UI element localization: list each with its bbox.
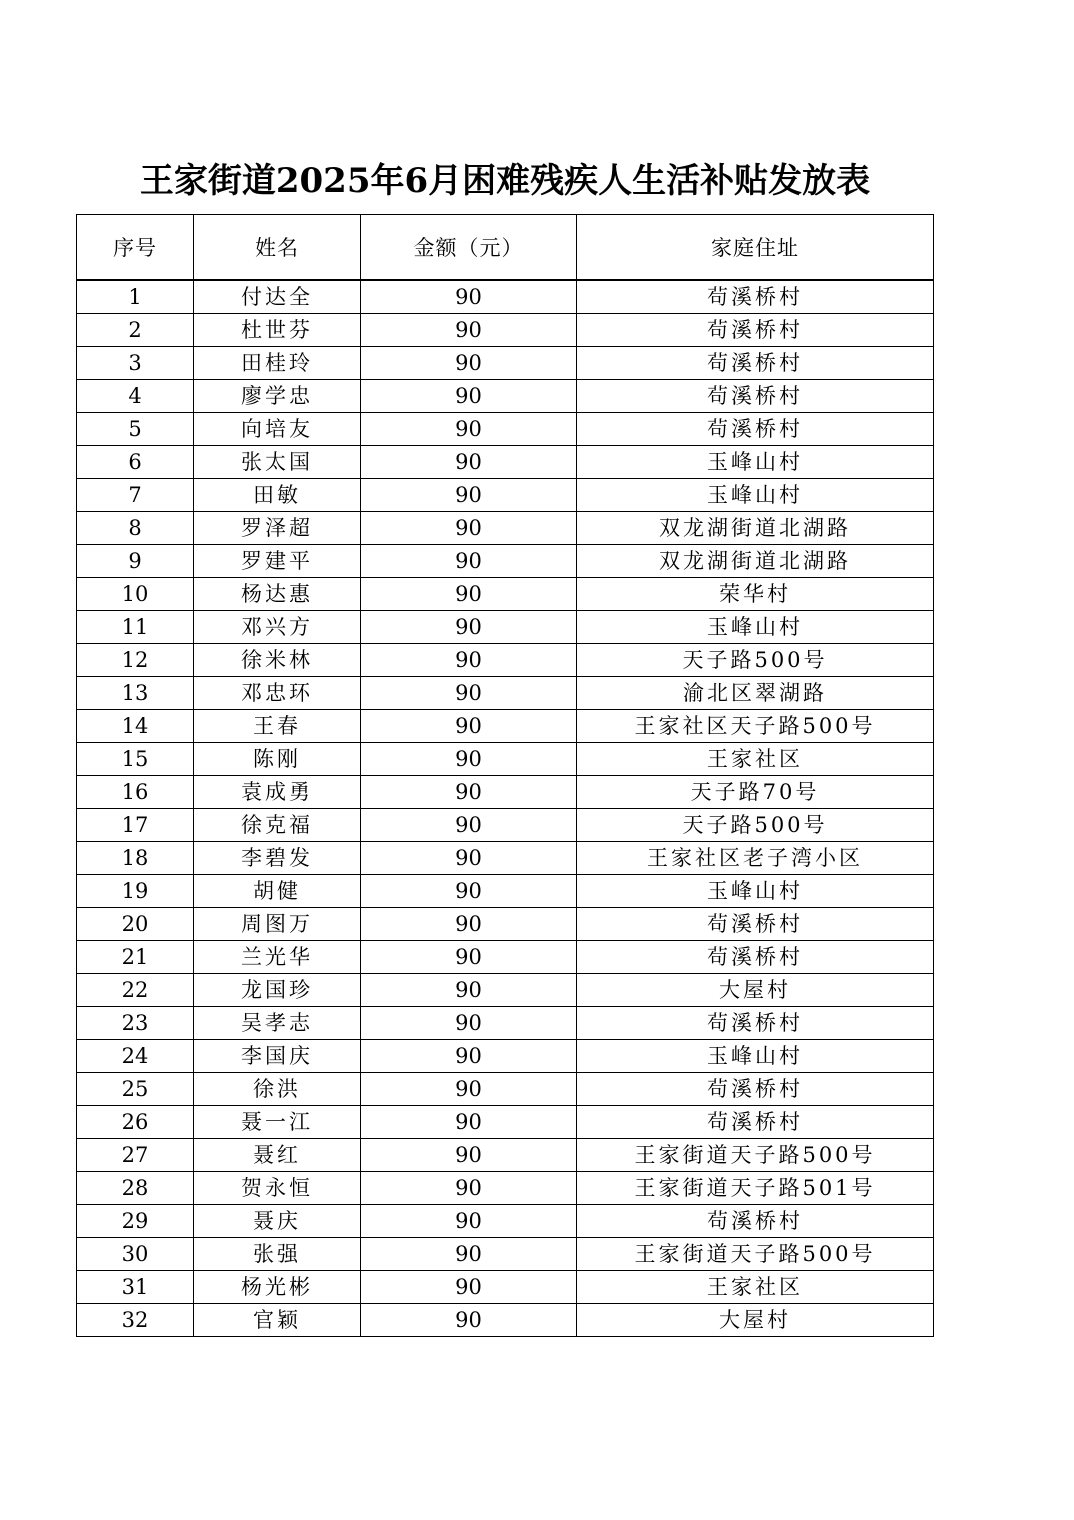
table-header-row bbox=[77, 215, 934, 281]
table-row bbox=[77, 677, 934, 710]
cell-amount: 90 bbox=[361, 1172, 577, 1205]
cell-amount: 90 bbox=[361, 1007, 577, 1040]
cell-name: 徐米林 bbox=[194, 644, 361, 677]
cell-name: 官颖 bbox=[194, 1304, 361, 1337]
cell-name: 向培友 bbox=[194, 413, 361, 446]
cell-index: 19 bbox=[77, 875, 194, 908]
cell-amount: 90 bbox=[361, 512, 577, 545]
table-row bbox=[77, 578, 934, 611]
cell-amount: 90 bbox=[361, 380, 577, 413]
cell-index: 11 bbox=[77, 611, 194, 644]
cell-amount: 90 bbox=[361, 644, 577, 677]
cell-address: 茍溪桥村 bbox=[577, 314, 934, 347]
cell-amount: 90 bbox=[361, 941, 577, 974]
cell-address: 茍溪桥村 bbox=[577, 413, 934, 446]
cell-address: 玉峰山村 bbox=[577, 479, 934, 512]
cell-address: 茍溪桥村 bbox=[577, 347, 934, 380]
cell-amount: 90 bbox=[361, 842, 577, 875]
cell-name: 罗建平 bbox=[194, 545, 361, 578]
table-row bbox=[77, 908, 934, 941]
header-index: 序号 bbox=[77, 215, 194, 281]
cell-index: 12 bbox=[77, 644, 194, 677]
cell-name: 袁成勇 bbox=[194, 776, 361, 809]
cell-index: 24 bbox=[77, 1040, 194, 1073]
cell-index: 8 bbox=[77, 512, 194, 545]
cell-address: 王家街道天子路501号 bbox=[577, 1172, 934, 1205]
cell-index: 2 bbox=[77, 314, 194, 347]
cell-name: 聂庆 bbox=[194, 1205, 361, 1238]
cell-amount: 90 bbox=[361, 1205, 577, 1238]
cell-index: 30 bbox=[77, 1238, 194, 1271]
cell-amount: 90 bbox=[361, 611, 577, 644]
table-row bbox=[77, 842, 934, 875]
cell-address: 玉峰山村 bbox=[577, 446, 934, 479]
cell-amount: 90 bbox=[361, 578, 577, 611]
cell-address: 大屋村 bbox=[577, 1304, 934, 1337]
cell-address: 王家社区老子湾小区 bbox=[577, 842, 934, 875]
table-row bbox=[77, 1007, 934, 1040]
cell-name: 杨光彬 bbox=[194, 1271, 361, 1304]
cell-address: 茍溪桥村 bbox=[577, 908, 934, 941]
cell-index: 17 bbox=[77, 809, 194, 842]
cell-address: 天子路500号 bbox=[577, 809, 934, 842]
cell-amount: 90 bbox=[361, 413, 577, 446]
cell-name: 聂红 bbox=[194, 1139, 361, 1172]
cell-amount: 90 bbox=[361, 809, 577, 842]
cell-name: 徐克福 bbox=[194, 809, 361, 842]
table-row bbox=[77, 1106, 934, 1139]
cell-index: 14 bbox=[77, 710, 194, 743]
cell-index: 18 bbox=[77, 842, 194, 875]
cell-index: 15 bbox=[77, 743, 194, 776]
cell-index: 13 bbox=[77, 677, 194, 710]
cell-name: 廖学忠 bbox=[194, 380, 361, 413]
cell-amount: 90 bbox=[361, 677, 577, 710]
table-row bbox=[77, 776, 934, 809]
table-row bbox=[77, 446, 934, 479]
cell-address: 王家街道天子路500号 bbox=[577, 1238, 934, 1271]
cell-address: 茍溪桥村 bbox=[577, 1073, 934, 1106]
table-row bbox=[77, 611, 934, 644]
cell-name: 龙国珍 bbox=[194, 974, 361, 1007]
cell-address: 大屋村 bbox=[577, 974, 934, 1007]
cell-amount: 90 bbox=[361, 1238, 577, 1271]
table-row bbox=[77, 1139, 934, 1172]
cell-amount: 90 bbox=[361, 776, 577, 809]
header-amount: 金额（元） bbox=[361, 215, 577, 281]
cell-address: 王家社区天子路500号 bbox=[577, 710, 934, 743]
cell-amount: 90 bbox=[361, 908, 577, 941]
cell-address: 玉峰山村 bbox=[577, 875, 934, 908]
cell-amount: 90 bbox=[361, 1139, 577, 1172]
cell-address: 天子路500号 bbox=[577, 644, 934, 677]
cell-amount: 90 bbox=[361, 875, 577, 908]
cell-address: 天子路70号 bbox=[577, 776, 934, 809]
cell-address: 茍溪桥村 bbox=[577, 1007, 934, 1040]
cell-address: 王家社区 bbox=[577, 743, 934, 776]
table-row bbox=[77, 941, 934, 974]
cell-name: 胡健 bbox=[194, 875, 361, 908]
cell-address: 茍溪桥村 bbox=[577, 941, 934, 974]
table-row bbox=[77, 1304, 934, 1337]
cell-amount: 90 bbox=[361, 446, 577, 479]
cell-amount: 90 bbox=[361, 710, 577, 743]
table-row bbox=[77, 314, 934, 347]
cell-address: 茍溪桥村 bbox=[577, 280, 934, 314]
cell-name: 张太国 bbox=[194, 446, 361, 479]
cell-name: 田敏 bbox=[194, 479, 361, 512]
table-row bbox=[77, 1040, 934, 1073]
cell-name: 邓忠环 bbox=[194, 677, 361, 710]
cell-index: 21 bbox=[77, 941, 194, 974]
cell-address: 茍溪桥村 bbox=[577, 380, 934, 413]
cell-amount: 90 bbox=[361, 545, 577, 578]
cell-address: 王家街道天子路500号 bbox=[577, 1139, 934, 1172]
cell-name: 王春 bbox=[194, 710, 361, 743]
cell-name: 李国庆 bbox=[194, 1040, 361, 1073]
table-row bbox=[77, 413, 934, 446]
cell-index: 28 bbox=[77, 1172, 194, 1205]
header-address: 家庭住址 bbox=[577, 215, 934, 281]
cell-amount: 90 bbox=[361, 1106, 577, 1139]
cell-index: 10 bbox=[77, 578, 194, 611]
table-row bbox=[77, 1205, 934, 1238]
cell-name: 杜世芬 bbox=[194, 314, 361, 347]
cell-address: 渝北区翠湖路 bbox=[577, 677, 934, 710]
cell-name: 贺永恒 bbox=[194, 1172, 361, 1205]
table-row bbox=[77, 479, 934, 512]
cell-amount: 90 bbox=[361, 347, 577, 380]
cell-name: 张强 bbox=[194, 1238, 361, 1271]
cell-amount: 90 bbox=[361, 1073, 577, 1106]
cell-name: 邓兴方 bbox=[194, 611, 361, 644]
cell-name: 吴孝志 bbox=[194, 1007, 361, 1040]
cell-name: 聂一江 bbox=[194, 1106, 361, 1139]
cell-address: 荣华村 bbox=[577, 578, 934, 611]
cell-index: 16 bbox=[77, 776, 194, 809]
table-row bbox=[77, 809, 934, 842]
subsidy-table bbox=[76, 214, 934, 1337]
table-row bbox=[77, 1172, 934, 1205]
cell-index: 25 bbox=[77, 1073, 194, 1106]
cell-index: 3 bbox=[77, 347, 194, 380]
cell-amount: 90 bbox=[361, 743, 577, 776]
cell-name: 李碧发 bbox=[194, 842, 361, 875]
table-body bbox=[77, 280, 934, 1337]
cell-index: 27 bbox=[77, 1139, 194, 1172]
cell-index: 26 bbox=[77, 1106, 194, 1139]
cell-amount: 90 bbox=[361, 1304, 577, 1337]
cell-address: 玉峰山村 bbox=[577, 1040, 934, 1073]
cell-index: 20 bbox=[77, 908, 194, 941]
table-row bbox=[77, 710, 934, 743]
cell-amount: 90 bbox=[361, 1040, 577, 1073]
cell-index: 29 bbox=[77, 1205, 194, 1238]
cell-address: 茍溪桥村 bbox=[577, 1106, 934, 1139]
cell-address: 王家社区 bbox=[577, 1271, 934, 1304]
table-row bbox=[77, 545, 934, 578]
cell-name: 周图万 bbox=[194, 908, 361, 941]
cell-address: 双龙湖街道北湖路 bbox=[577, 545, 934, 578]
cell-index: 4 bbox=[77, 380, 194, 413]
cell-address: 双龙湖街道北湖路 bbox=[577, 512, 934, 545]
cell-index: 9 bbox=[77, 545, 194, 578]
cell-name: 徐洪 bbox=[194, 1073, 361, 1106]
table-row bbox=[77, 974, 934, 1007]
table-row bbox=[77, 743, 934, 776]
cell-name: 陈刚 bbox=[194, 743, 361, 776]
cell-amount: 90 bbox=[361, 280, 577, 314]
cell-index: 5 bbox=[77, 413, 194, 446]
cell-index: 7 bbox=[77, 479, 194, 512]
cell-address: 茍溪桥村 bbox=[577, 1205, 934, 1238]
table-row bbox=[77, 1271, 934, 1304]
cell-name: 付达全 bbox=[194, 280, 361, 314]
cell-name: 兰光华 bbox=[194, 941, 361, 974]
cell-name: 杨达惠 bbox=[194, 578, 361, 611]
cell-name: 田桂玲 bbox=[194, 347, 361, 380]
cell-index: 23 bbox=[77, 1007, 194, 1040]
cell-amount: 90 bbox=[361, 974, 577, 1007]
table-row bbox=[77, 380, 934, 413]
table-row bbox=[77, 280, 934, 314]
cell-name: 罗泽超 bbox=[194, 512, 361, 545]
table-row bbox=[77, 347, 934, 380]
table-row bbox=[77, 644, 934, 677]
table-row bbox=[77, 512, 934, 545]
table-row bbox=[77, 1073, 934, 1106]
table-row bbox=[77, 875, 934, 908]
cell-index: 32 bbox=[77, 1304, 194, 1337]
cell-index: 1 bbox=[77, 280, 194, 314]
cell-amount: 90 bbox=[361, 479, 577, 512]
document-title: 王家街道2025年6月困难残疾人生活补贴发放表 bbox=[139, 161, 871, 201]
table-row bbox=[77, 1238, 934, 1271]
cell-amount: 90 bbox=[361, 314, 577, 347]
cell-address: 玉峰山村 bbox=[577, 611, 934, 644]
cell-index: 6 bbox=[77, 446, 194, 479]
cell-index: 31 bbox=[77, 1271, 194, 1304]
cell-amount: 90 bbox=[361, 1271, 577, 1304]
header-name: 姓名 bbox=[194, 215, 361, 281]
cell-index: 22 bbox=[77, 974, 194, 1007]
